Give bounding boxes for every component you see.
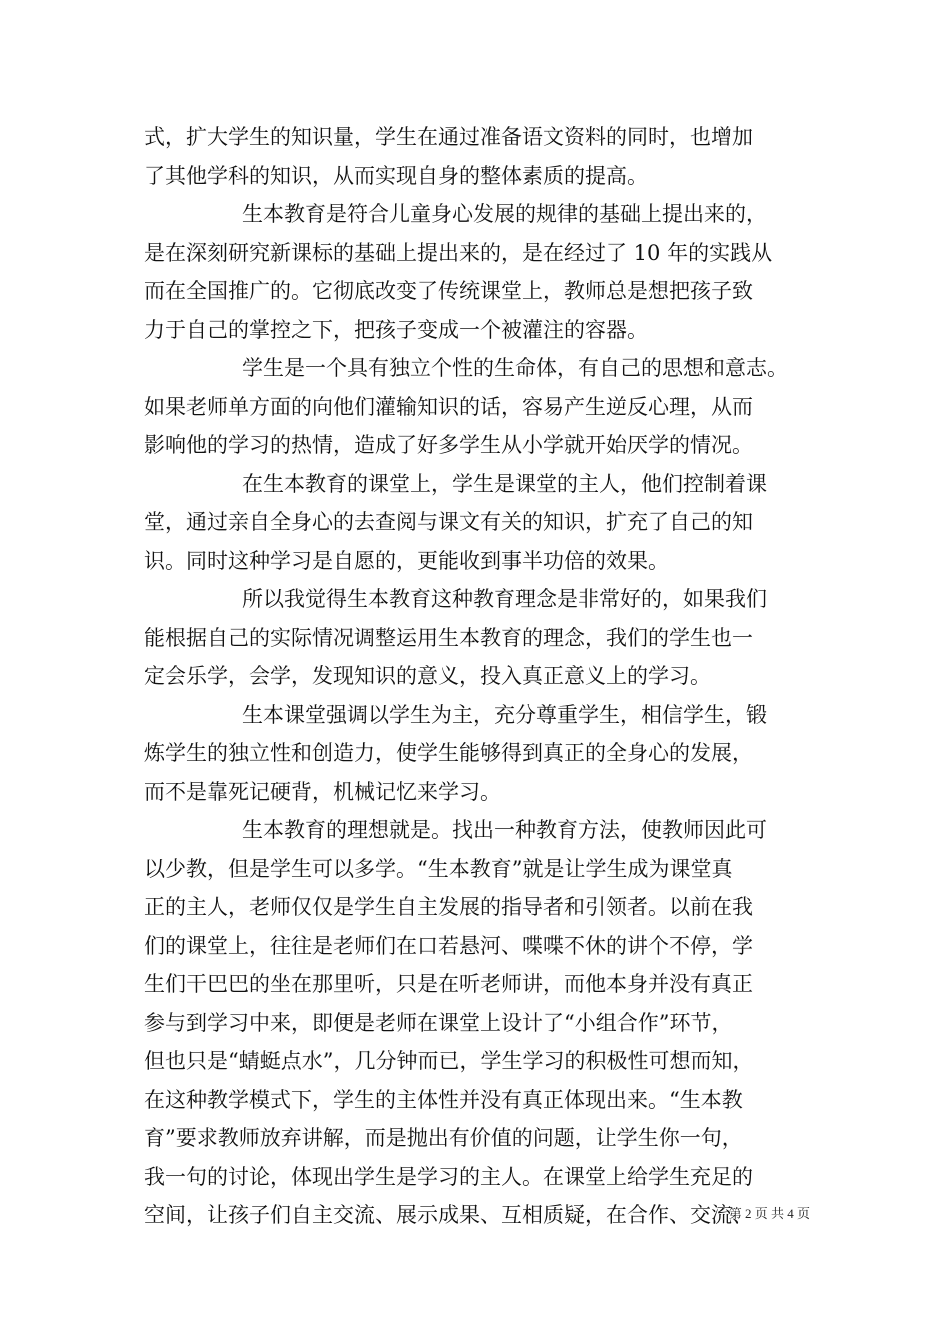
- paragraph-first-line: 生本课堂强调以学生为主，充分尊重学生，相信学生，锻: [242, 702, 767, 727]
- text-line: 识。同时这种学习是自愿的，更能收到事半功倍的效果。: [144, 548, 669, 573]
- text-line: 了其他学科的知识，从而实现自身的整体素质的提高。: [144, 163, 648, 188]
- text-line: 育”要求教师放弃讲解，而是抛出有价值的问题，让学生你一句，: [144, 1126, 743, 1150]
- text-line: 定会乐学，会学，发现知识的意义，投入真正意义上的学习。: [144, 664, 711, 688]
- text-line: 而在全国推广的。它彻底改变了传统课堂上，教师总是想把孩子致: [144, 279, 753, 303]
- text-line: 而不是靠死记硬背，机械记忆来学习。: [144, 779, 501, 804]
- text-line: 堂，通过亲自全身心的去查阅与课文有关的知识，扩充了自己的知: [144, 510, 753, 534]
- text-line: 但也只是“蜻蜓点水”，几分钟而已，学生学习的积极性可想而知，: [144, 1049, 754, 1073]
- text-line: 力于自己的掌控之下，把孩子变成一个被灌注的容器。: [144, 317, 648, 342]
- paragraph-first-line: 生本教育的理想就是。找出一种教育方法，使教师因此可: [242, 818, 767, 842]
- paragraph-first-line: 所以我觉得生本教育这种教育理念是非常好的，如果我们: [242, 587, 767, 611]
- text-line: 正的主人，老师仅仅是学生自主发展的指导者和引领者。以前在我: [144, 895, 753, 919]
- page-number: 第 2 页 共 4 页: [728, 1206, 810, 1221]
- text-line: 式，扩大学生的知识量，学生在通过准备语文资料的同时，也增加: [144, 125, 753, 149]
- text-line: 们的课堂上，往往是老师们在口若悬河、喋喋不休的讲个不停，学: [144, 933, 753, 958]
- text-line: 生们干巴巴的坐在那里听，只是在听老师讲，而他本身并没有真正: [144, 972, 753, 996]
- text-line: 影响他的学习的热情，造成了好多学生从小学就开始厌学的情况。: [144, 433, 753, 457]
- paragraph-first-line: 在生本教育的课堂上，学生是课堂的主人，他们控制着课: [242, 471, 767, 496]
- text-line: 在这种教学模式下，学生的主体性并没有真正体现出来。“生本教: [144, 1087, 743, 1112]
- paragraph-first-line: 生本教育是符合儿童身心发展的规律的基础上提出来的，: [242, 202, 767, 226]
- text-line: 炼学生的独立性和创造力，使学生能够得到真正的全身心的发展，: [144, 741, 753, 765]
- text-line: 以少教，但是学生可以多学。“生本教育”就是让学生成为课堂真: [144, 856, 733, 881]
- text-line: 能根据自己的实际情况调整运用生本教育的理念，我们的学生也一: [144, 625, 753, 650]
- body-text: [144, 118, 814, 1235]
- text-line: 我一句的讨论，体现出学生是学习的主人。在课堂上给学生充足的: [144, 1164, 753, 1189]
- text-line: 如果老师单方面的向他们灌输知识的话，容易产生逆反心理，从而: [144, 394, 753, 419]
- text-line: 空间，让孩子们自主交流、展示成果、互相质疑，在合作、交流、: [144, 1203, 753, 1227]
- paragraph-first-line: 学生是一个具有独立个性的生命体，有自己的思想和意志。: [242, 356, 788, 380]
- text-line: 是在深刻研究新课标的基础上提出来的，是在经过了 10 年的实践从: [144, 240, 773, 265]
- text-line: 参与到学习中来，即便是老师在课堂上设计了“小组合作”环节，: [144, 1010, 733, 1035]
